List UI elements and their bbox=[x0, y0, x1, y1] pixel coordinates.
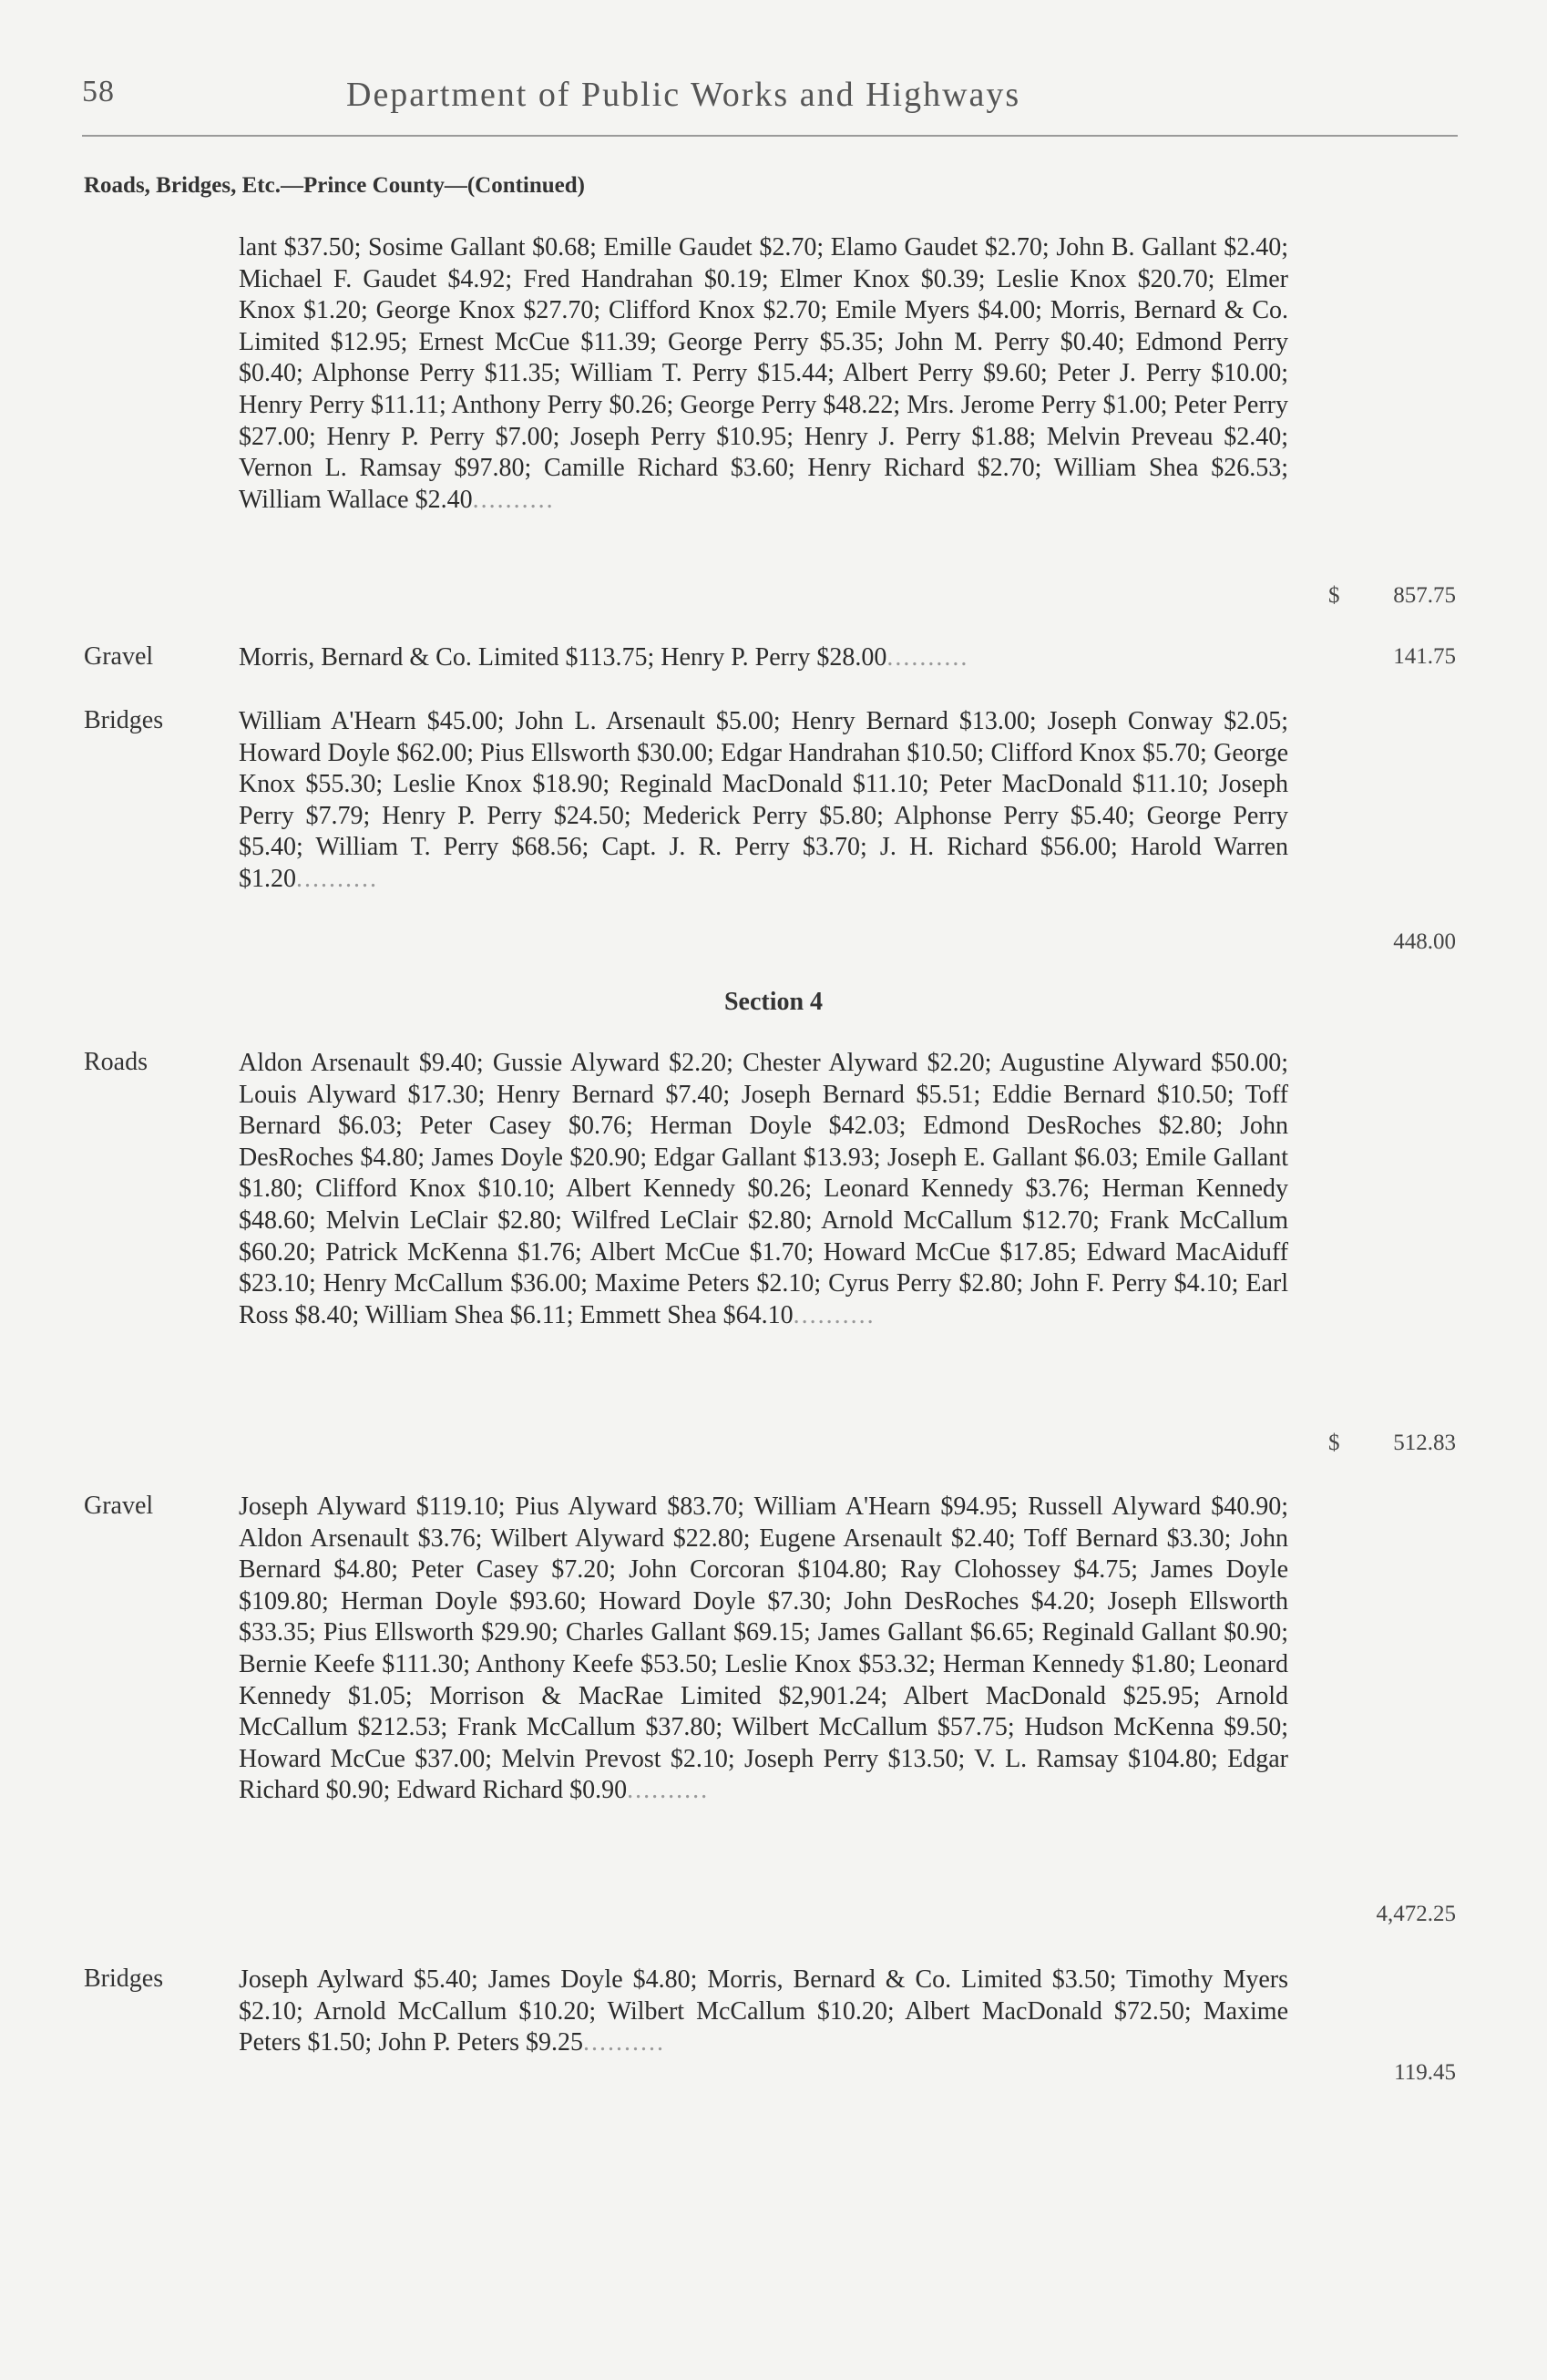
dot-leader: .......... bbox=[793, 1300, 876, 1329]
entry-label: Bridges bbox=[84, 1965, 164, 1993]
entry-amount: 141.75 bbox=[1393, 644, 1456, 669]
entry-label: Gravel bbox=[84, 642, 154, 671]
page-number: 58 bbox=[82, 75, 115, 108]
entry-label: Gravel bbox=[84, 1492, 154, 1520]
dot-leader: .......... bbox=[583, 2028, 665, 2057]
entry-text: lant $37.50; Sosime Gallant $0.68; Emille Gaudet $2.70; Elamo Gaudet $2.70; John B. Gallant $2.40; Michael F. Gaudet $4.92; Fred Handrahan $0.19; Elmer Knox $0.39; Leslie Knox $20.70; Elmer Knox $1.20; George Knox $27.70; Clifford Knox $2.70; Emile Myers $4.00; Morris, Bernard & Co. Limited $12.95; Ernest McCue $11.39; George Perry $5.35; John M. Perry $0.40; Edmond Perry $0.40; Alphonse Perry $11.35; William T. Perry $15.44; Albert Perry $9.60; Peter J. Perry $10.00; Henry Perry $11.11; Anthony Perry $0.26; George Perry $48.22; Mrs. Jerome Perry $1.00; Peter Perry $27.00; Henry P. Perry $7.00; Joseph Perry $10.95; Henry J. Perry $1.88; Melvin Preveau $2.40; Vernon L. Ramsay $97.80; Camille Richard $3.60; Henry Richard $2.70; William Shea $26.53; William Wallace $2.40.......... bbox=[239, 233, 1288, 514]
entry-label: Bridges bbox=[84, 706, 164, 734]
running-title: Department of Public Works and Highways bbox=[346, 76, 1021, 114]
entry-label: Roads bbox=[84, 1048, 148, 1076]
entry-text: Morris, Bernard & Co. Limited $113.75; Henry P. Perry $28.00.......... bbox=[239, 643, 969, 672]
page-header bbox=[82, 75, 1458, 126]
entry-text: Joseph Aylward $5.40; James Doyle $4.80; Morris, Bernard & Co. Limited $3.50; Timothy Myers $2.10; Arnold McCallum $10.20; Wilbert McCallum $10.20; Albert MacDonald $72.50; Maxime Peters $1.50; John P. Peters $9.25.......... bbox=[239, 1965, 1288, 2057]
entry-text: William A'Hearn $45.00; John L. Arsenault $5.00; Henry Bernard $13.00; Joseph Conway $2.05; Howard Doyle $62.00; Pius Ellsworth $30.00; Edgar Handrahan $10.50; Clifford Knox $5.70; George Knox $55.30; Leslie Knox $18.90; Reginald MacDonald $11.10; Peter MacDonald $11.10; Joseph Perry $7.79; Henry P. Perry $24.50; Mederick Perry $5.80; Alphonse Perry $5.40; George Perry $5.40; William T. Perry $68.56; Capt. J. R. Perry $3.70; J. H. Richard $56.00; Harold Warren $1.20.......... bbox=[239, 707, 1288, 893]
dot-leader: .......... bbox=[886, 643, 969, 672]
dot-leader: .......... bbox=[472, 485, 555, 514]
entry-amount: 857.75 bbox=[1393, 583, 1456, 608]
section-heading: Section 4 bbox=[723, 988, 824, 1016]
entry-text: Aldon Arsenault $9.40; Gussie Alyward $2.20; Chester Alyward $2.20; Augustine Alyward $50.00; Louis Alyward $17.30; Henry Bernard $7.40; Joseph Bernard $5.51; Eddie Bernard $10.50; Toff Bernard $6.03; Peter Casey $0.76; Herman Doyle $42.03; Edmond DesRoches $2.80; John DesRoches $4.80; James Doyle $20.90; Edgar Gallant $13.93; Joseph E. Gallant $6.03; Emile Gallant $1.80; Clifford Knox $10.10; Albert Kennedy $0.26; Leonard Kennedy $3.76; Herman Kennedy $48.60; Melvin LeClair $2.80; Wilfred LeClair $2.80; Arnold McCallum $12.70; Frank McCallum $60.20; Patrick McKenna $1.76; Albert McCue $1.70; Howard McCue $17.85; Edward MacAiduff $23.10; Henry McCallum $36.00; Maxime Peters $2.10; Cyrus Perry $2.80; John F. Perry $4.10; Earl Ross $8.40; William Shea $6.11; Emmett Shea $64.10.......... bbox=[239, 1049, 1288, 1329]
dot-leader: .......... bbox=[627, 1776, 710, 1805]
entry-amount: 119.45 bbox=[1394, 2060, 1456, 2085]
header-rule bbox=[82, 135, 1458, 137]
entry-amount: 4,472.25 bbox=[1376, 1902, 1456, 1926]
entry-amount: 448.00 bbox=[1393, 929, 1456, 954]
dollar-sign: $ bbox=[1328, 1431, 1340, 1455]
entry-amount: 512.83 bbox=[1393, 1431, 1456, 1455]
dot-leader: .......... bbox=[296, 864, 378, 893]
continued-heading: Roads, Bridges, Etc.—Prince County—(Continued) bbox=[84, 173, 586, 198]
entry-text: Joseph Alyward $119.10; Pius Alyward $83.70; William A'Hearn $94.95; Russell Alyward $40.90; Aldon Arsenault $3.76; Wilbert Alyward $22.80; Eugene Arsenault $2.40; Toff Bernard $3.30; John Bernard $4.80; Peter Casey $7.20; John Corcoran $104.80; Ray Clohossey $4.75; James Doyle $109.80; Herman Doyle $93.60; Howard Doyle $7.30; John DesRoches $4.20; Joseph Ellsworth $33.35; Pius Ellsworth $29.90; Charles Gallant $69.15; James Gallant $6.65; Reginald Gallant $0.90; Bernie Keefe $111.30; Anthony Keefe $53.50; Leslie Knox $53.32; Herman Kennedy $1.80; Leonard Kennedy $1.05; Morrison & MacRae Limited $2,901.24; Albert MacDonald $25.95; Arnold McCallum $212.53; Frank McCallum $37.80; Wilbert McCallum $57.75; Hudson McKenna $9.50; Howard McCue $37.00; Melvin Prevost $2.10; Joseph Perry $13.50; V. L. Ramsay $104.80; Edgar Richard $0.90; Edward Richard $0.90.......... bbox=[239, 1493, 1288, 1805]
dollar-sign: $ bbox=[1328, 583, 1340, 608]
